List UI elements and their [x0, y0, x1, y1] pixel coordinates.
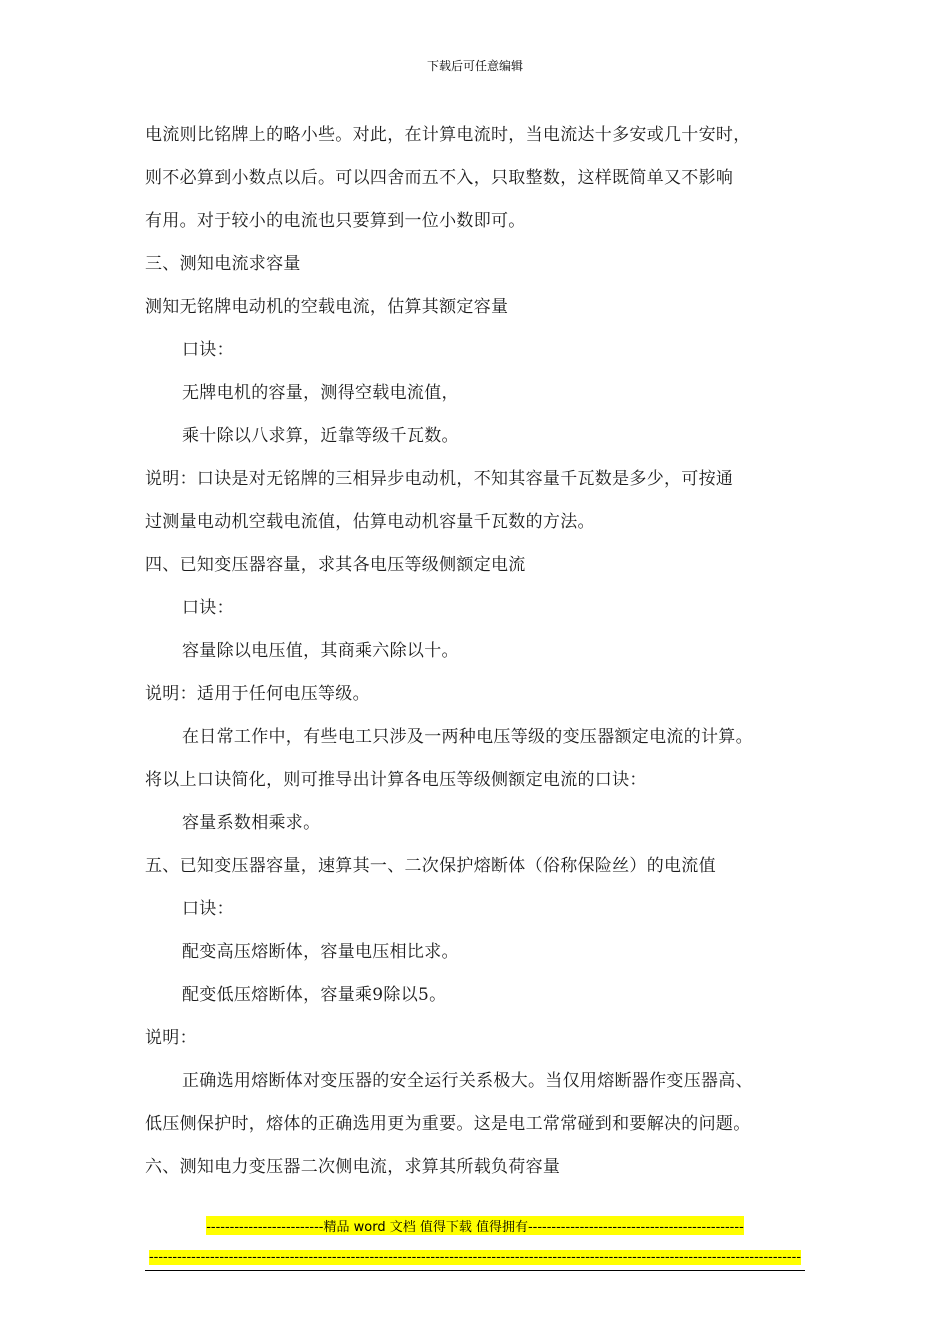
text-line: 口诀：: [182, 340, 234, 360]
text-line: 将以上口诀简化，则可推导出计算各电压等级侧额定电流的口诀：: [145, 770, 647, 790]
text-line: 无牌电机的容量，测得空载电流值，: [182, 383, 459, 403]
text-line: 说明：: [145, 1028, 197, 1048]
text-line: 容量除以电压值，其商乘六除以十。: [182, 641, 459, 661]
text-line: 三、测知电流求容量: [145, 254, 301, 274]
text-line: 四、已知变压器容量，求其各电压等级侧额定电流: [145, 555, 526, 575]
text-line: 测知无铭牌电动机的空载电流，估算其额定容量: [145, 297, 509, 317]
text-line: 电流则比铭牌上的略小些。对此，在计算电流时，当电流达十多安或几十安时，: [145, 125, 751, 145]
text-line: 说明：口诀是对无铭牌的三相异步电动机，不知其容量千瓦数是多少，可按通: [145, 469, 734, 489]
header-text: 下载后可任意编辑: [426, 59, 523, 73]
text-line: 过测量电动机空载电流值，估算电动机容量千瓦数的方法。: [145, 512, 595, 532]
text-line: 口诀：: [182, 598, 234, 618]
text-line: 正确选用熔断体对变压器的安全运行关系极大。当仅用熔断器作变压器高、: [182, 1071, 753, 1091]
text-line: 六、测知电力变压器二次侧电流，求算其所载负荷容量: [145, 1157, 561, 1177]
document-body: [145, 118, 810, 1193]
text-line: 则不必算到小数点以后。可以四舍而五不入，只取整数，这样既简单又不影响: [145, 168, 734, 188]
text-line: 在日常工作中，有些电工只涉及一两种电压等级的变压器额定电流的计算。: [182, 727, 753, 747]
footer-dash-text: -------------------------------------------------------------------------------------------------------------------------------------------: [148, 1250, 802, 1265]
footer-banner: [0, 1216, 950, 1239]
text-line: 有用。对于较小的电流也只要算到一位小数即可。: [145, 211, 526, 231]
footer-dash-line: [0, 1250, 950, 1269]
text-line: 配变高压熔断体，容量电压相比求。: [182, 942, 459, 962]
text-line: 口诀：: [182, 899, 234, 919]
text-line: 五、已知变压器容量，速算其一、二次保护熔断体（俗称保险丝）的电流值: [145, 856, 716, 876]
text-line: 乘十除以八求算，近靠等级千瓦数。: [182, 426, 459, 446]
footer-banner-text: -------------------------精品 word 文档 值得下载 值得拥有----------------------------------------------: [206, 1216, 744, 1235]
text-line: 容量系数相乘求。: [182, 813, 321, 833]
text-line: 配变低压熔断体，容量乘9除以5。: [182, 985, 447, 1005]
footer-rule: [145, 1270, 805, 1271]
text-line: 说明：适用于任何电压等级。: [145, 684, 370, 704]
page-header: [0, 57, 950, 74]
text-line: 低压侧保护时，熔体的正确选用更为重要。这是电工常常碰到和要解决的问题。: [145, 1114, 751, 1134]
